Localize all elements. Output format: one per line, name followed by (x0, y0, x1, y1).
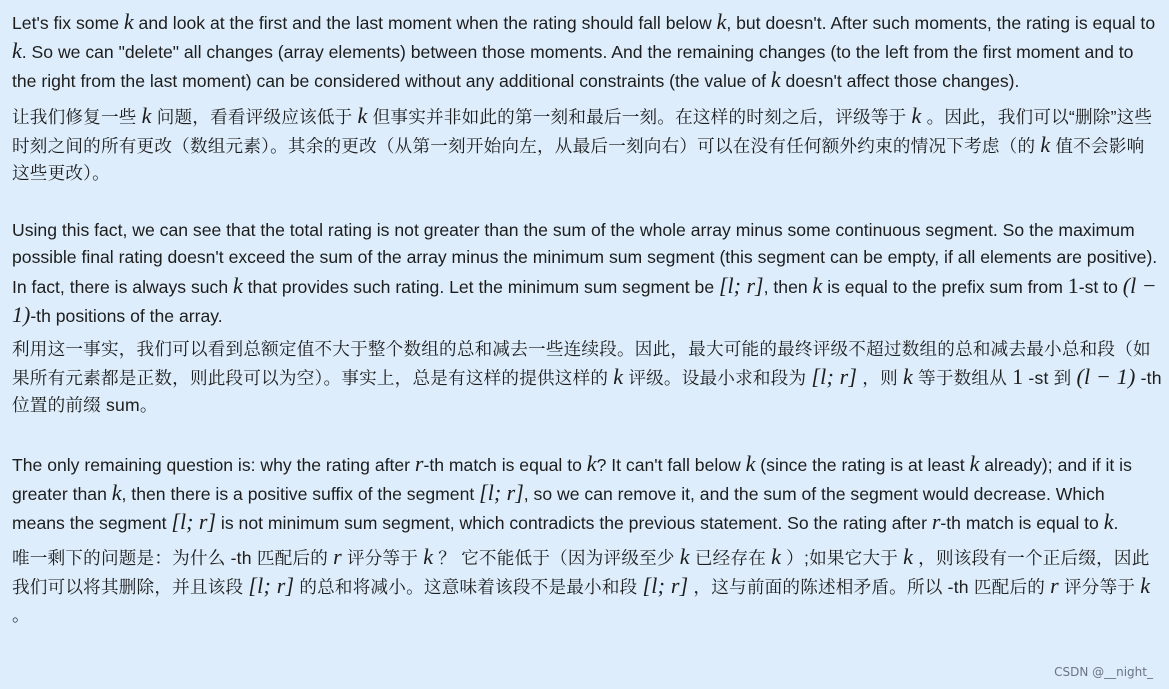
text: Using this fact, we can see that the total rating is not greater than the sum of the whole array minus some continuous segment. So the maximum possible final rating doesn't exceed the sum of the array minus the minimum sum segment (this segment can be empty, if all elements are positive). In fact, there is always such (12, 220, 1158, 297)
math-r: r (414, 450, 424, 476)
math-k: k (911, 102, 922, 128)
watermark: CSDN @__night_ (1054, 665, 1153, 679)
math-k: k (679, 544, 690, 570)
math-r: r (931, 509, 941, 535)
math-l-minus-one: (l − 1) (12, 272, 1157, 327)
text: -th 位置的前缀 sum。 (12, 368, 1162, 416)
text: . So we can "delete" all changes (array elements) between those moments. And the remaining changes (to the left from the first moment and to the right from the last moment) can be considered without any additional constraints (the value of (12, 42, 1134, 92)
text: 评级。设最小求和段为 (623, 368, 812, 389)
math-r: r (333, 544, 342, 570)
text: , then (763, 276, 813, 297)
math-k: k (423, 544, 434, 570)
article-body (12, 8, 1162, 629)
math-k: k (141, 102, 152, 128)
text: , but doesn't. After such moments, the rating is equal to (726, 13, 1156, 33)
text: 。 (12, 604, 30, 625)
text: , so we can remove it, and the sum of the segment would decrease. Which means the segment (12, 483, 1105, 534)
text: 已经存在 (689, 548, 772, 569)
text: -th match is equal to (423, 454, 587, 475)
paragraph-zh-1 (12, 102, 1162, 188)
math-k: k (771, 544, 782, 570)
text: 利用这一事实，我们可以看到总额定值不大于整个数组的总和减去一些连续段。因此，最大可能的最终评级不超过数组的总和减去最小总和段（如果所有元素都是正数，则此段可以为空）。事实上，总是有这样的提供这样的 (12, 339, 1151, 389)
text: 等于数组从 (912, 368, 1013, 389)
math-k: k (1103, 509, 1114, 535)
text: -st to (1078, 276, 1123, 297)
paragraph-en-2 (12, 217, 1162, 330)
text: ，这与前面的陈述相矛盾。所以 -th 匹配后的 (688, 577, 1051, 598)
math-l-minus-one: (l − 1) (1076, 364, 1136, 390)
math-k: k (111, 479, 122, 505)
math-k: k (586, 450, 597, 476)
text: 值不会影响这些更改）。 (12, 135, 1145, 184)
math-segment: [l; r] (248, 573, 295, 599)
math-k: k (903, 544, 914, 570)
math-k: k (770, 67, 781, 93)
text: ? It can't fall below (596, 454, 746, 475)
math-k: k (233, 272, 243, 298)
math-segment: [l; r] (479, 479, 524, 505)
text: 的总和将减小。这意味着该段不是最小和段 (294, 577, 643, 598)
math-k: k (812, 272, 823, 298)
math-segment: [l; r] (811, 364, 858, 390)
math-segment: [l; r] (171, 509, 217, 535)
math-one: 1 (1067, 272, 1079, 298)
text: . (1113, 513, 1119, 534)
text: -th match is equal to (940, 513, 1104, 534)
math-segment: [l; r] (719, 272, 764, 298)
text: is not minimum sum segment, which contradicts the previous statement. So the rating after (216, 513, 932, 534)
math-k: k (123, 9, 134, 34)
text: is equal to the prefix sum from (822, 276, 1068, 297)
text: and look at the first and the last moment when the rating should fall below (133, 13, 717, 33)
text: 但事实并非如此的第一刻和最后一刻。在这样的时刻之后，评级等于 (367, 106, 912, 127)
text: that provides such rating. Let the minimum sum segment be (242, 276, 719, 297)
math-k: k (1040, 131, 1051, 157)
text: 唯一剩下的问题是：为什么 -th 匹配后的 (12, 548, 334, 569)
text: 问题，看看评级应该低于 (151, 106, 358, 127)
text: 评分等于 (1058, 577, 1141, 598)
text: -st 到 (1023, 368, 1077, 389)
text: ，则该段有一个正后缀，因此我们可以将其删除，并且该段 (12, 548, 1150, 598)
math-one: 1 (1012, 364, 1024, 390)
text: doesn't affect those changes). (780, 71, 1020, 92)
text: ）;如果它大于 (781, 548, 904, 569)
math-r: r (1050, 573, 1059, 599)
text: ？ 它不能低于（因为评级至少 (433, 548, 680, 569)
paragraph-en-3 (12, 450, 1162, 538)
text: 让我们修复一些 (12, 106, 142, 127)
math-k: k (357, 102, 368, 128)
math-k: k (902, 364, 913, 390)
text: (since the rating is at least (755, 454, 970, 475)
text: -th positions of the array. (30, 305, 223, 326)
text: 评分等于 (341, 548, 424, 569)
math-k: k (613, 364, 624, 390)
paragraph-en-1 (12, 8, 1162, 96)
math-k: k (969, 450, 980, 476)
text: 。因此，我们可以“删除”这些时刻之间的所有更改（数组元素）。其余的更改（从第一刻开始向左，从最后一刻向右）可以在没有任何额外约束的情况下考虑（的 (12, 106, 1153, 156)
math-k: k (716, 9, 727, 34)
text: , then there is a positive suffix of the segment (121, 483, 480, 504)
math-segment: [l; r] (642, 573, 689, 599)
text: ，则 (857, 368, 903, 389)
text: already); and if it is greater than (12, 454, 1132, 504)
text: Let's fix some (12, 13, 124, 33)
paragraph-zh-2 (12, 336, 1162, 420)
text: The only remaining question is: why the rating after (12, 454, 415, 475)
paragraph-zh-3 (12, 543, 1162, 629)
math-k: k (1140, 573, 1151, 599)
math-k: k (745, 450, 756, 476)
math-k: k (12, 38, 22, 64)
